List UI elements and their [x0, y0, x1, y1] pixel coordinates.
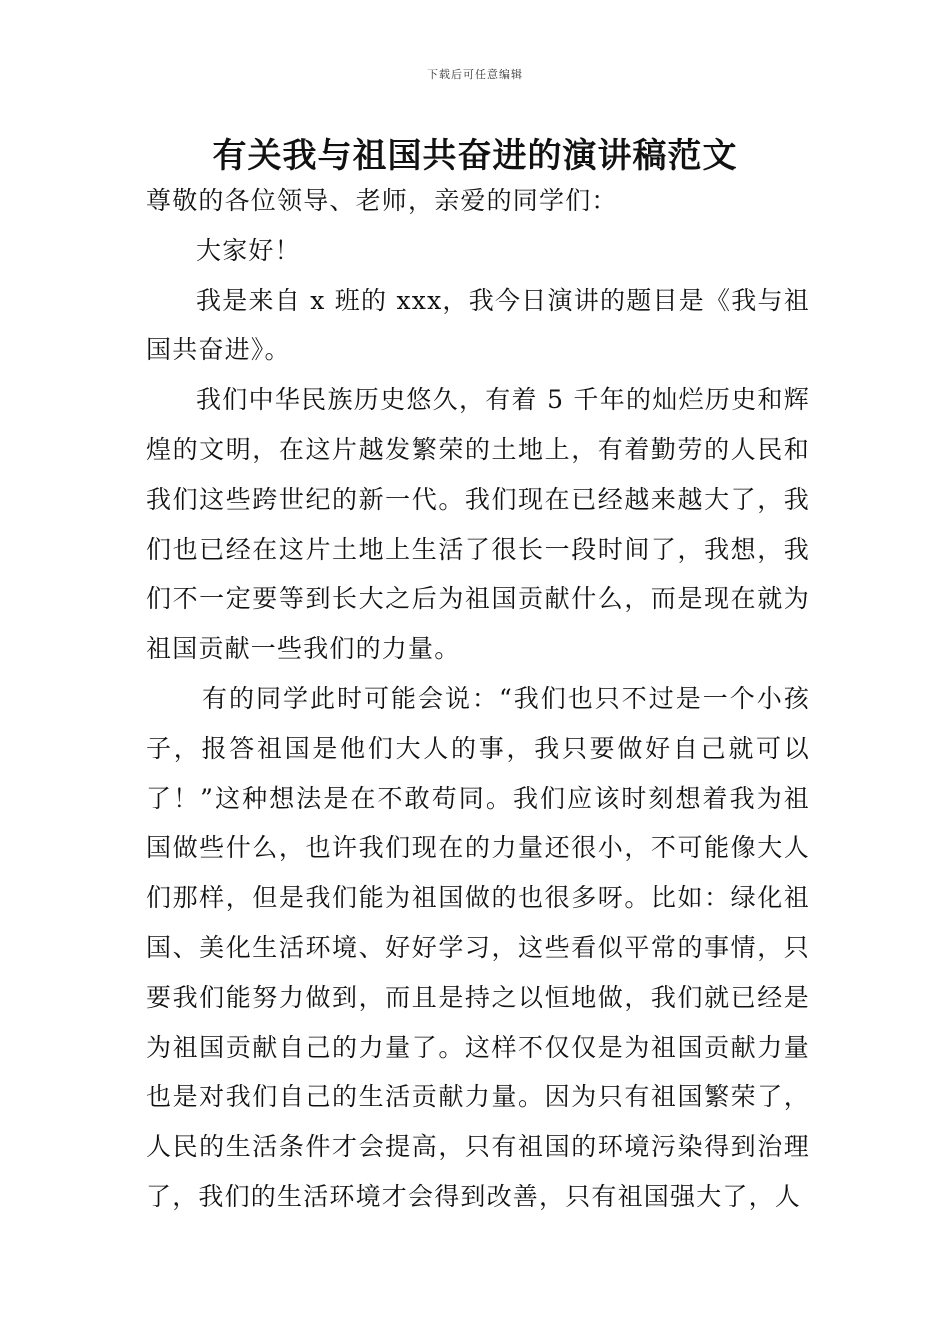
document-body [146, 176, 810, 1222]
intro-paragraph: 我是来自 x 班的 xxx，我今日演讲的题目是《我与祖国共奋进》。 [146, 285, 810, 365]
header-note: 下载后可任意编辑 [427, 68, 523, 81]
body-paragraph: 我们中华民族历史悠久，有着 5 千年的灿烂历史和辉煌的文明，在这片越发繁荣的土地上，有着勤劳的人民和我们这些跨世纪的新一代。我们现在已经越来越大了，我们也已经在这片土地上生活了很长一段时间了，我想，我们不一定要等到长大之后为祖国贡献什么，而是现在就为祖国贡献一些我们的力量。 [146, 385, 810, 664]
salutation-paragraph: 尊敬的各位领导、老师，亲爱的同学们： [146, 186, 618, 215]
document-title: 有关我与祖国共奋进的演讲稿范文 [212, 136, 738, 176]
body-paragraph: 有的同学此时可能会说：“我们也只不过是一个小孩子，报答祖国是他们大人的事，我只要做好自己就可以了！”这种想法是在不敢苟同。我们应该时刻想着我为祖国做些什么，也许我们现在的力量还很小，不可能像大人们那样，但是我们能为祖国做的也很多呀。比如：绿化祖国、美化生活环境、好好学习，这些看似平常的事情，只要我们能努力做到，而且是持之以恒地做，我们就已经是为祖国贡献自己的力量了。这样不仅仅是为祖国贡献力量也是对我们自己的生活贡献力量。因为只有祖国繁荣了，人民的生活条件才会提高，只有祖国的环境污染得到治理了，我们的生活环境才会得到改善，只有祖国强大了，人 [146, 683, 810, 1211]
greeting-paragraph: 大家好！ [196, 235, 301, 265]
